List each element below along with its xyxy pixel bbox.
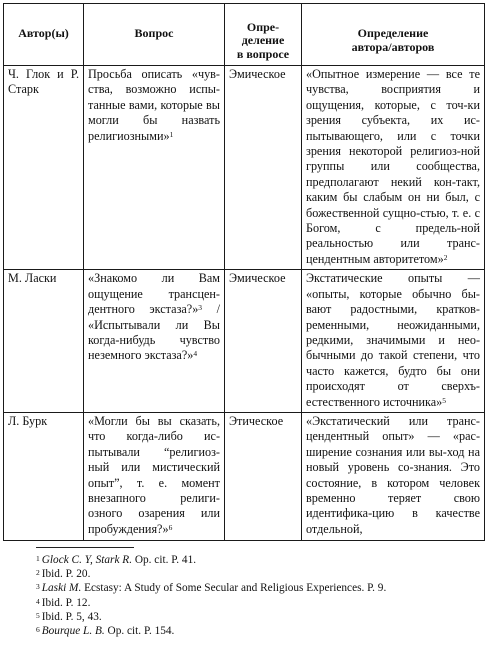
definition-text: «Опытное измерение — все те чувства, восприятия и ощущения, которые, с точ-ки зрения субъекта, их ис-пытывающего, или с точки зрения некоторой религиоз-ной группы или сообщества, предполагают некий кон-такт, каким бы слабым он ни был, с божественной сущно-стью, т. е. с Богом, с предель-ной реальностью или транс-цендентным авторитетом»: [306, 67, 480, 266]
footnote-item: [36, 567, 476, 581]
header-question: [84, 4, 225, 66]
footnote-source: Ibid. P. 5, 43.: [41, 610, 102, 623]
footnote-author: Glock C. Y, Stark R.: [41, 554, 133, 566]
footnote-source: Ibid. P. 12.: [41, 596, 91, 609]
footnote-number: 2: [36, 568, 40, 578]
footnote-divider: [36, 547, 134, 548]
footnotes-section: [36, 553, 476, 638]
definition-cell: [302, 270, 485, 413]
definition-cell: [302, 412, 485, 540]
question-cell: [84, 412, 225, 540]
definition-text: «Экстатический или транс-цендентный опыт» — «рас-ширение сознания или вы-ход на новый уровень со-знания. Это состояние, в котором человек временно теряет свою идентифика-цию в качестве отдельной,: [306, 413, 480, 536]
question-text-continued: / «Испытывали ли Вы когда-нибудь чувство неземного экстаза?»: [88, 302, 220, 363]
header-question-label: Вопрос: [134, 26, 174, 41]
footnote-author: Bourque L. B.: [41, 625, 105, 638]
definition-cell: [302, 66, 485, 270]
footnote-item: [36, 624, 476, 638]
footnote-ref[interactable]: 1: [169, 129, 174, 139]
author-name: М. Ласки: [8, 271, 57, 286]
author-cell: [4, 66, 84, 270]
footnote-ref[interactable]: 5: [442, 395, 447, 405]
author-cell: [4, 270, 84, 413]
footnote-ref[interactable]: 4: [193, 349, 198, 359]
question-text: «Могли бы вы сказать, что когда-либо ис-пытывали “религиоз-ный или мистический опыт”, т. е. момент внезапного религи-озного озарения или пробуждения?»: [88, 413, 220, 536]
footnote-source: Ibid. P. 20.: [41, 568, 91, 581]
footnote-number: 4: [36, 596, 40, 606]
author-cell: [4, 412, 84, 540]
kind-text: Эмическое: [229, 271, 286, 286]
header-definition-label: Определение автора/авторов: [351, 26, 435, 54]
footnote-ref[interactable]: 3: [198, 303, 203, 313]
footnote-number: 3: [36, 582, 40, 592]
kind-text: Эмическое: [229, 67, 286, 81]
footnote-number: 5: [36, 610, 40, 620]
header-author: [4, 4, 84, 66]
footnote-item: [36, 553, 476, 567]
document-page: [3, 3, 484, 541]
question-text: Просьба описать «чув-ства, возможно испы-танные вами, которые вы могли бы назвать религиозными»: [88, 67, 220, 143]
author-name: Ч. Глок и Р. Старк: [8, 67, 79, 97]
kind-cell: [225, 270, 302, 413]
footnote-ref[interactable]: 2: [443, 252, 448, 262]
kind-text: Этическое: [229, 413, 284, 428]
footnote-source: Op. cit. P. 154.: [104, 625, 175, 638]
footnote-number: 6: [36, 625, 40, 635]
footnote-source: Op. cit. P. 41.: [132, 554, 197, 566]
header-definition: [302, 4, 485, 66]
footnote-ref[interactable]: 6: [168, 522, 173, 532]
comparison-table: [3, 3, 485, 541]
table-header-row: [4, 4, 485, 66]
author-name: Л. Бурк: [8, 413, 48, 428]
question-text: «Знакомо ли Вам ощущение трансцен-дентного экстаза?»: [88, 271, 220, 317]
footnote-number: 1: [36, 554, 40, 563]
header-kind-label: Опре- деление в вопросе: [236, 19, 290, 61]
footnote-item: [36, 581, 476, 595]
table-row: [4, 270, 485, 413]
table-row: [4, 412, 485, 540]
kind-cell: [225, 412, 302, 540]
header-author-label: Автор(ы): [18, 26, 69, 41]
question-cell: [84, 270, 225, 413]
footnote-item: [36, 610, 476, 624]
footnote-item: [36, 596, 476, 610]
footnote-author: Laski M.: [41, 582, 82, 595]
definition-text: Экстатические опыты — «опыты, которые обычно бы-вают радостными, кратков-ременными, неожиданными, редкими, значимыми и нео-бычными до такой степени, что часто кажется, будто бы они происходят от сверхъ-естественного источника»: [306, 271, 480, 409]
footnote-source: Ecstasy: A Study of Some Secular and Religious Experiences. P. 9.: [81, 582, 387, 595]
kind-cell: [225, 66, 302, 270]
question-cell: [84, 66, 225, 270]
header-kind: [225, 4, 302, 66]
table-row: [4, 66, 485, 270]
